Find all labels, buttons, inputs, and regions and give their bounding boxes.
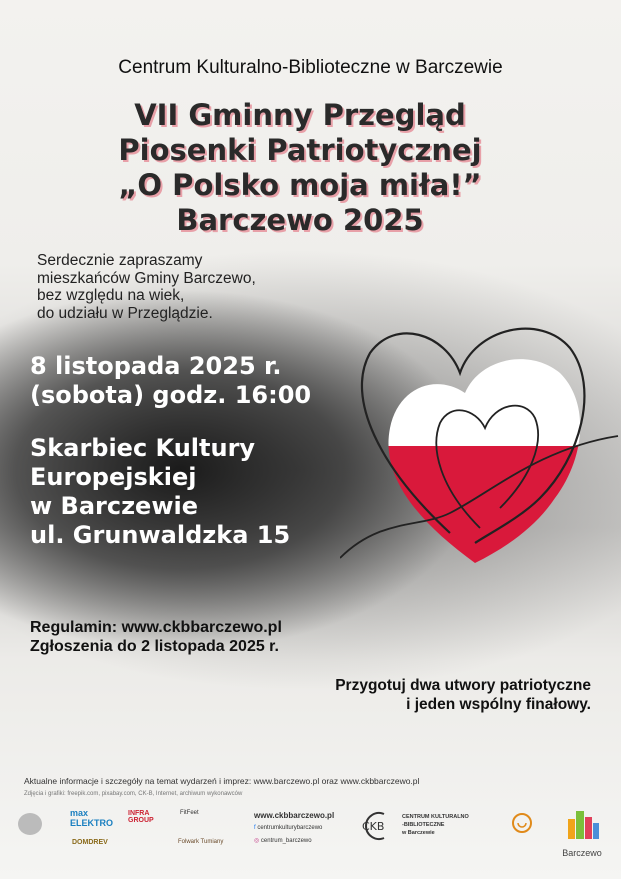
instagram-link[interactable] [254,837,312,844]
town-towers-icon [554,805,610,843]
ckb-name [402,813,469,837]
invite-line: bez względu na wiek, [37,287,185,304]
sponsor-logo-folwark: Folwark Tumiany [178,839,224,845]
ckb-name-line: -BIBLIOTECZNE [402,822,445,828]
title-line: Barczewo 2025 [176,203,424,237]
invite-line: do udziału w Przeglądzie. [37,304,213,322]
town-name: Barczewo [562,848,602,858]
instagram-handle: centrum_barczewo [260,838,312,844]
instagram-icon: ◎ [254,838,261,844]
venue-line: Skarbiec Kultury [30,434,256,462]
facebook-handle: centrumkulturybarczewo [257,825,323,831]
title-line: „O Polsko moja miła!” [118,168,482,202]
snail-logo [506,811,538,835]
prepare-line: i jeden wspólny finałowy. [406,696,591,713]
ckb-name-line: w Barczewie [402,830,435,836]
title-line: VII Gminny Przegląd [134,98,466,132]
invite-line: Serdecznie zapraszamy [37,252,203,269]
footer-info: Aktualne informacje i szczegóły na temat wydarzeń i imprez: www.barczewo.pl oraz www.ckbbarczewo.pl [24,776,420,786]
sponsor-logo-fitfeet: FitFeet [180,810,199,816]
sponsor-logos [10,805,615,865]
invitation-text [37,252,256,322]
organizer-name: Centrum Kulturalno-Biblioteczne w Barczewie [118,57,503,78]
snail-icon [506,811,538,835]
sponsor-logo-domdrev: DOMDREV [72,839,108,846]
prepare-line: Przygotuj dwa utwory patriotyczne [335,677,591,694]
svg-text:CKB: CKB [362,820,385,833]
sponsor-logo [18,813,42,835]
rules-line: Regulamin: www.ckbbarczewo.pl [30,619,282,636]
invite-line: mieszkańców Gminy Barczewo, [37,269,256,287]
date-line: 8 listopada 2025 r. [30,352,282,380]
facebook-link[interactable] [254,825,322,831]
registration-info [30,618,282,656]
venue-line: w Barczewie [30,492,198,520]
event-date [30,352,311,410]
flag-red-band [340,446,620,568]
venue-line: Europejskiej [30,463,197,491]
event-venue [30,434,290,550]
ckb-emblem-icon [354,811,398,841]
ckb-name-line: CENTRUM KULTURALNO [402,814,469,820]
sponsor-logo-infra: INFRA GROUP [128,810,154,824]
flag-white-band [340,318,620,446]
event-title [0,98,600,238]
footer-credits: Zdjęcia i grafiki: freepik.com, pixabay.com, CK-B, Internet, archiwum wykonawców [24,791,243,797]
venue-line: ul. Grunwaldzka 15 [30,521,291,549]
ckb-logo [354,811,398,841]
heart-flag-illustration [340,318,620,568]
deadline-line: Zgłoszenia do 2 listopada 2025 r. [30,638,279,655]
barczewo-town-logo [554,805,610,861]
footer-website[interactable]: www.ckbbarczewo.pl [254,811,335,820]
title-line: Piosenki Patriotycznej [118,133,482,167]
prepare-note [335,676,591,714]
facebook-icon: f [254,825,258,831]
sponsor-logo-max-elektro: max ELEKTRO [70,808,114,828]
date-line: (sobota) godz. 16:00 [30,381,312,409]
